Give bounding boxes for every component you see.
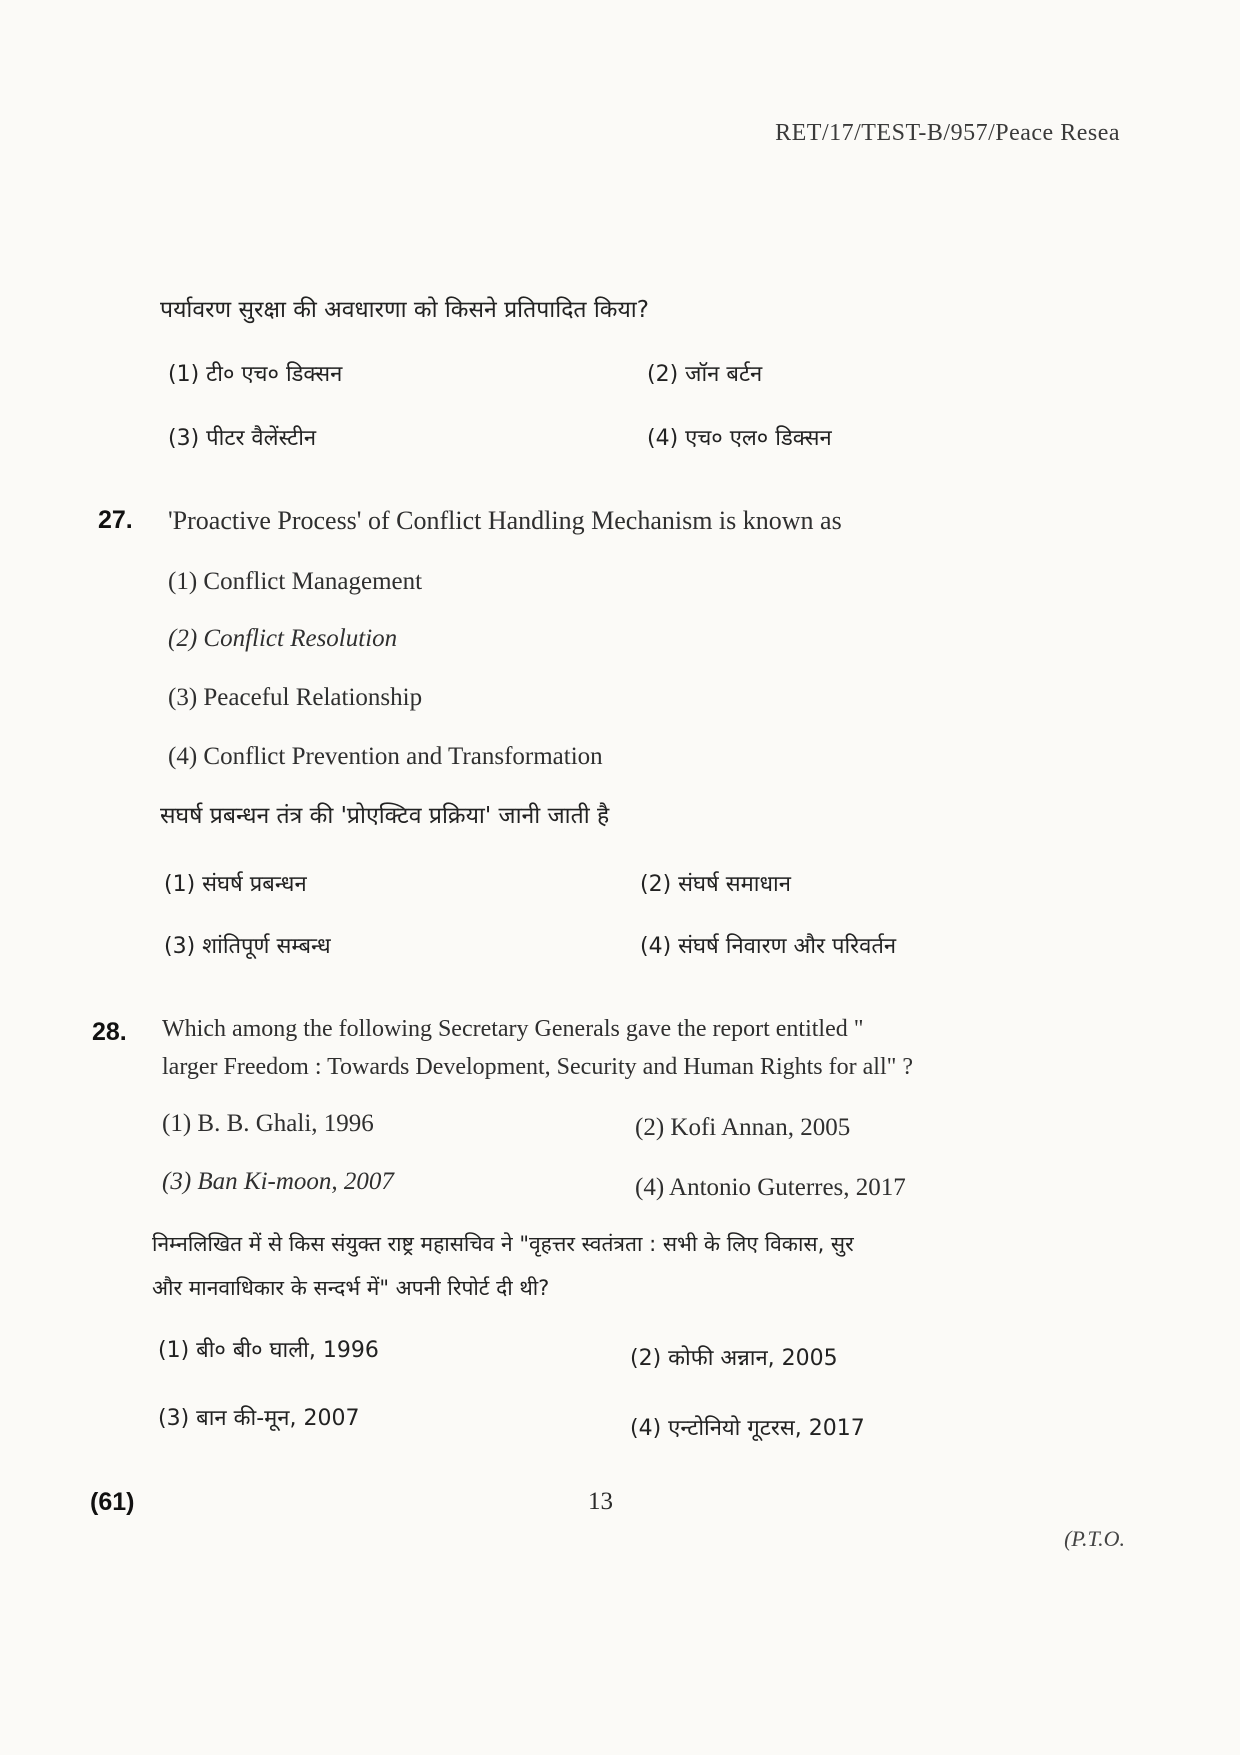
q27-option-1: (1) Conflict Management (168, 568, 423, 595)
q26-hindi-option-1: (1) टी० एच० डिक्सन (168, 362, 343, 387)
q27-question: 'Proactive Process' of Conflict Handling Mechanism is known as (168, 506, 842, 535)
q27-hindi-option-1: (1) संघर्ष प्रबन्धन (164, 872, 307, 897)
q27-number: 27. (98, 506, 133, 534)
pto-note: (P.T.O. (1064, 1526, 1125, 1551)
q27-option-3: (3) Peaceful Relationship (168, 684, 423, 711)
q28-hindi-option-1: (1) बी० बी० घाली, 1996 (158, 1338, 379, 1363)
q28-hindi-option-2: (2) कोफी अन्नान, 2005 (630, 1346, 838, 1371)
page-header-code: RET/17/TEST-B/957/Peace Resea (775, 120, 1120, 146)
q27-hindi-option-3: (3) शांतिपूर्ण सम्बन्ध (164, 934, 331, 959)
page-number: 13 (588, 1488, 613, 1515)
q28-hindi-option-3: (3) बान की-मून, 2007 (158, 1406, 360, 1431)
q27-option-4: (4) Conflict Prevention and Transformation (168, 743, 603, 770)
q28-hindi-question-line-2: और मानवाधिकार के सन्दर्भ में" अपनी रिपोर्ट दी थी? (152, 1276, 550, 1300)
footer-code: (61) (90, 1488, 135, 1516)
q28-option-4: (4) Antonio Guterres, 2017 (635, 1174, 906, 1201)
q27-hindi-question: सघर्ष प्रबन्धन तंत्र की 'प्रोएक्टिव प्रक्रिया' जानी जाती है (160, 803, 610, 829)
q26-hindi-option-2: (2) जॉन बर्टन (647, 362, 763, 387)
q27-hindi-option-4: (4) संघर्ष निवारण और परिवर्तन (640, 934, 897, 959)
q28-option-3: (3) Ban Ki-moon, 2007 (162, 1168, 394, 1195)
q28-number: 28. (92, 1018, 127, 1046)
q28-question-line-1: Which among the following Secretary Generals gave the report entitled " (162, 1016, 864, 1042)
q28-hindi-option-4: (4) एन्टोनियो गूटरस, 2017 (630, 1416, 865, 1441)
q28-question-line-2: larger Freedom : Towards Development, Security and Human Rights for all" ? (162, 1054, 914, 1080)
q28-hindi-question-line-1: निम्नलिखित में से किस संयुक्त राष्ट्र महासचिव ने "वृहत्तर स्वतंत्रता : सभी के लिए विकास, सुर (152, 1232, 854, 1256)
q27-hindi-option-2: (2) संघर्ष समाधान (640, 872, 791, 897)
q28-option-2: (2) Kofi Annan, 2005 (635, 1114, 851, 1141)
q26-hindi-option-4: (4) एच० एल० डिक्सन (647, 426, 832, 451)
q26-hindi-option-3: (3) पीटर वैलेंस्टीन (168, 426, 317, 451)
q26-hindi-question: पर्यावरण सुरक्षा की अवधारणा को किसने प्रतिपादित किया? (160, 297, 649, 323)
q28-option-1: (1) B. B. Ghali, 1996 (162, 1110, 374, 1137)
q27-option-2: (2) Conflict Resolution (168, 625, 398, 652)
